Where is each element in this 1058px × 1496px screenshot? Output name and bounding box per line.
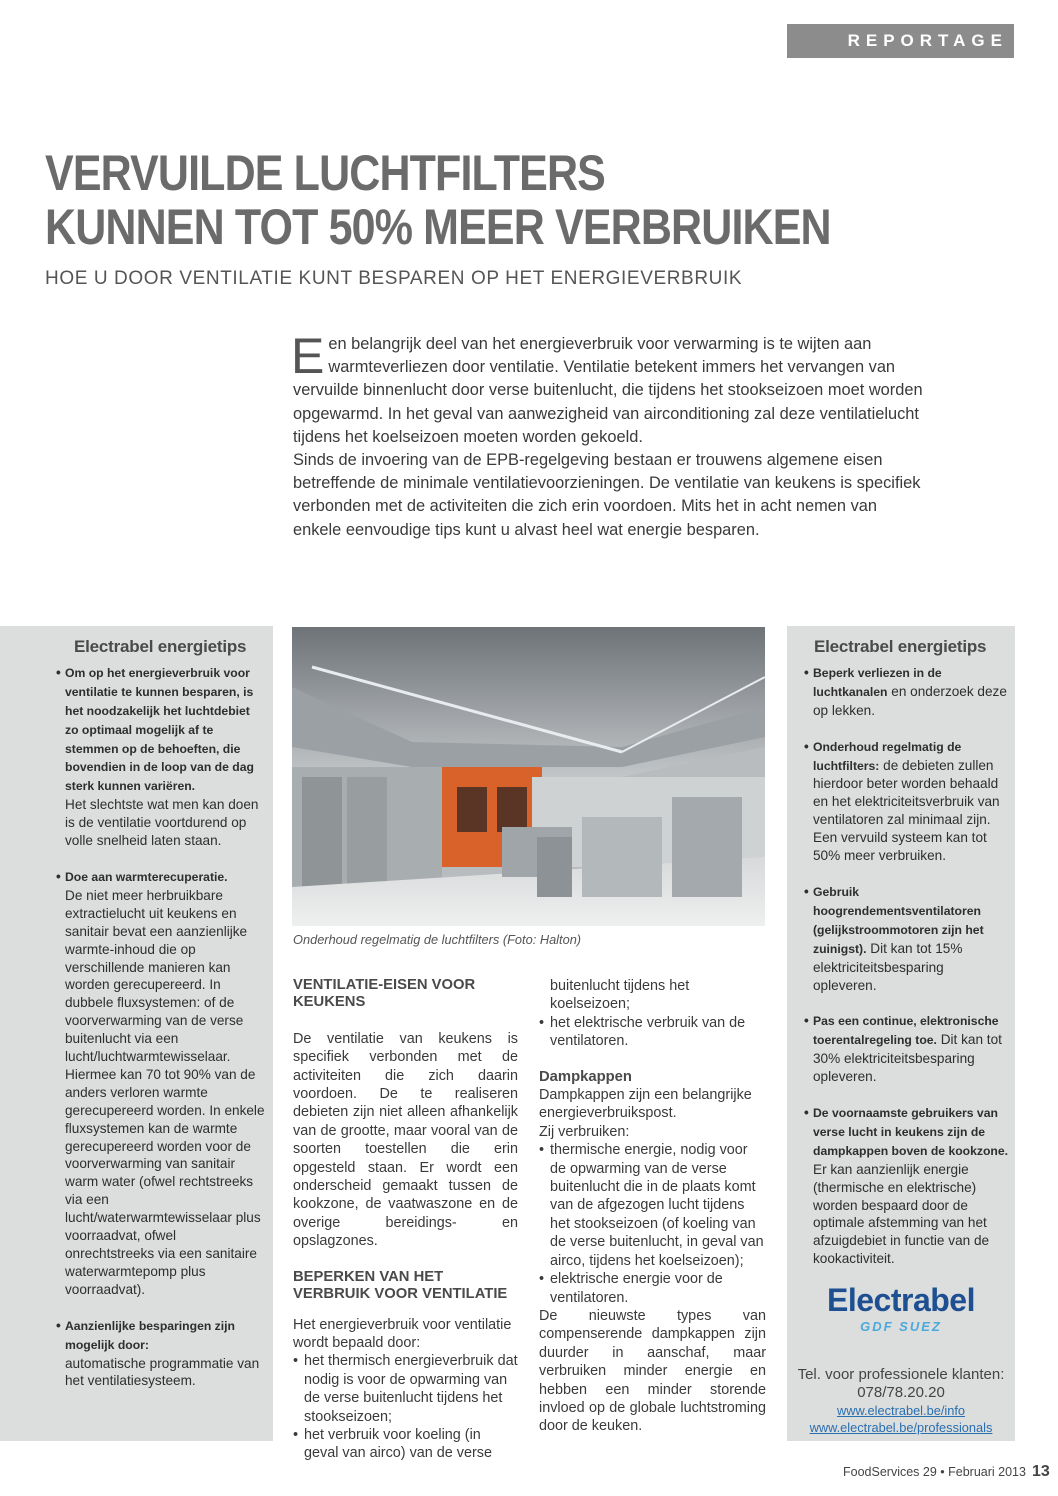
intro-paragraph-2: Sinds de invoering van de EPB-regelgeving bestaan er trouwens algemene eisen betreffende de minimale ventilatievoorzieningen. De ventilatie van keukens is specifiek verbonden met de activiteiten die zich erin voordoen. Mits het in acht nemen van enkele eenvoudige tips kunt u alvast heel wat energie besparen. <box>293 451 921 539</box>
tip-item <box>56 664 265 850</box>
tip-item <box>804 1104 1009 1268</box>
bullet-icon: • <box>293 1426 299 1443</box>
paragraph: De ventilatie van keukens is specifiek verbonden met de activiteiten die zich daarin voordoen. De te realiseren debieten zijn niet alleen afhankelijk van de grootte, maar vooral van de soorten toestellen die erin opgesteld staan. Er wordt een onderscheid gemaakt tussen de kookzone, de vaatwaszone en de overige bereidings- en opslagzones. <box>293 1030 518 1250</box>
link-professionals[interactable]: www.electrabel.be/professionals <box>809 1420 993 1435</box>
bullet-icon: • <box>804 1105 809 1121</box>
sidebar-left <box>0 626 273 1441</box>
tip-lead: Doe aan warmterecuperatie. <box>65 869 228 884</box>
tip-item <box>804 664 1009 720</box>
list-item: • het verbruik voor koeling (in geval van airco) van de verse <box>293 1426 492 1462</box>
tip-body: automatische programmatie van het ventilatiesysteem. <box>65 1355 260 1389</box>
bullet-icon: • <box>56 868 61 884</box>
tip-lead: Gebruik hoogrendementsventilatoren (gelijkstroommotoren zijn het zuinigst). <box>813 884 984 956</box>
paragraph: Dampkappen zijn een belangrijke energieverbruikspost. <box>539 1087 752 1122</box>
paragraph: De nieuwste types van compenserende dampkappen zijn duurder in aanschaf, maar verbruiken minder energie en hebben een minder storende invloed op de globale luchtstroming door de keuken. <box>539 1307 766 1435</box>
list-item: • thermische energie, nodig voor de opwarming van de verse buitenlucht die in de plaats komt van de afgezogen lucht tijdens het stookseizoen (of koeling van de verse buitenlucht, in geval van airco, tijdens het koelseizoen); <box>539 1142 764 1269</box>
bullet-icon: • <box>804 883 809 899</box>
tip-body: de debieten zullen hierdoor beter worden behaald en het elektriciteitsverbruik van ventilatoren zal minimaal zijn. Een vervuild systeem kan tot 50% meer verbruiken. <box>813 757 1000 864</box>
bullet-icon: • <box>804 664 809 680</box>
tip-lead: Onderhoud regelmatig de luchtfilters: <box>813 739 962 773</box>
sidebar-title: Electrabel energietips <box>814 637 987 656</box>
tip-lead: Om op het energieverbruik voor ventilatie te kunnen besparen, is het noodzakelijk het luchtdebiet zo optimaal mogelijk af te stemmen op de behoeften, die bovendien in de loop van de dag sterk kunnen variëren. <box>65 665 254 794</box>
page-number: 13 <box>1031 1463 1050 1480</box>
tip-item <box>56 868 265 1299</box>
article-column-b <box>539 977 766 1436</box>
tip-body: De niet meer herbruikbare extractielucht uit keukens en sanitair bevat een aanzienlijke warmte-inhoud die op verschillende manieren kan worden gerecupereerd. In dubbele fluxsystemen: of de voorverwarming van de verse buitenlucht via een lucht/luchtwarmtewisselaar. Hiermee kan 70 tot 90% van de anders verloren warmte gerecupereerd worden. In enkele fluxsystemen kan de warmte gerecupereerd worden voor de voorverwarming van sanitair warm water (ofwel rechtstreeks via een lucht/waterwarmtewisselaar plus voorraadvat, ofwel onrechtstreeks via een sanitaire waterwarmtepomp plus voorraadvat). <box>65 887 265 1297</box>
section-heading: VENTILATIE-EISEN VOOR KEUKENS <box>293 977 476 1011</box>
logo-subbrand: GDF SUEZ <box>860 1319 942 1334</box>
tip-lead: Pas een continue, elektronische toerentalregeling toe. <box>813 1014 999 1048</box>
tip-item <box>56 1317 265 1391</box>
contact-block <box>787 1366 1015 1436</box>
tip-body: Dit kan tot 15% elektriciteitsbesparing opleveren. <box>813 940 963 993</box>
bullet-icon: • <box>539 1014 545 1031</box>
drop-cap: E <box>291 328 325 384</box>
kitchen-photo <box>292 627 765 926</box>
tip-body: Het slechtste wat men kan doen is de ventilatie voortdurend op volle snelheid laten staan. <box>65 797 259 849</box>
bullet-icon: • <box>56 1317 61 1333</box>
tip-item <box>804 1012 1009 1086</box>
photo-caption: Onderhoud regelmatig de luchtfilters (Foto: Halton) <box>293 932 582 947</box>
list-item: • het thermisch energieverbruik dat nodig is voor de opwarming van de verse buitenlucht tijdens het stookseizoen; <box>293 1353 518 1425</box>
section-heading: Dampkappen <box>539 1068 632 1085</box>
paragraph: Het energieverbruik voor ventilatie wordt bepaald door: <box>293 1316 512 1351</box>
bullet-icon: • <box>804 738 809 754</box>
tip-lead: Beperk verliezen in de luchtkanalen <box>813 665 942 699</box>
section-heading: BEPERKEN VAN HET VERBRUIK VOOR VENTILATIE <box>293 1268 508 1303</box>
bullet-icon: • <box>56 664 61 680</box>
sidebar-title: Electrabel energietips <box>74 637 247 656</box>
publication-info: FoodServices 29 • Februari 2013 <box>843 1465 1026 1479</box>
headline-line-2: KUNNEN TOT 50% MEER VERBRUIKEN <box>45 199 831 255</box>
list-item: • elektrische energie voor de ventilatoren. <box>539 1271 723 1306</box>
contact-phone: 078/78.20.20 <box>857 1384 945 1401</box>
electrabel-logo <box>787 1282 1015 1334</box>
tip-body: Er kan aanzienlijk energie (thermische en elektrische) worden bespaard door de optimale afstemming van het afzuigdebiet in functie van de kookactiviteit. <box>813 1161 990 1267</box>
tip-lead: Aanzienlijke besparingen zijn mogelijk door: <box>65 1318 235 1352</box>
bullet-icon: • <box>293 1353 299 1370</box>
tip-lead: De voornaamste gebruikers van verse lucht in keukens zijn de dampkappen boven de kookzone. <box>813 1106 1009 1158</box>
list-item: • het elektrische verbruik van de ventilatoren. <box>539 1014 746 1050</box>
link-info[interactable]: www.electrabel.be/info <box>836 1403 966 1418</box>
tip-item <box>804 738 1009 865</box>
tip-body: Dit kan tot 30% elektriciteitsbesparing opleveren. <box>813 1032 1002 1085</box>
page-footer <box>843 1463 1050 1481</box>
intro-text <box>291 328 923 542</box>
bullet-icon: • <box>804 1013 809 1029</box>
subheadline: HOE U DOOR VENTILATIE KUNT BESPAREN OP HET ENERGIEVERBRUIK <box>45 268 743 289</box>
bullet-icon: • <box>539 1142 545 1159</box>
intro-paragraph-1: en belangrijk deel van het energieverbruik voor verwarming is te wijten aan warmteverliezen door ventilatie. Ventilatie betekent immers het vervangen van vervuilde binnenlucht door verse buitenlucht, die tijdens het stookseizoen moet worden opgewarmd. In het geval van aanwezigheid van airconditioning zal deze ventilatielucht tijdens het koelseizoen moeten worden gekoeld. <box>293 335 923 446</box>
paragraph: Zij verbruiken: <box>539 1123 630 1140</box>
headline <box>45 146 831 254</box>
tip-item <box>804 883 1009 994</box>
bullet-icon: • <box>539 1271 545 1288</box>
paragraph: buitenlucht tijdens het koelseizoen; <box>550 978 690 1013</box>
tip-body: en onderzoek deze op lekken. <box>813 683 1007 718</box>
logo-wordmark: Electrabel <box>827 1282 975 1318</box>
section-tag: REPORTAGE <box>787 24 1014 58</box>
article-column-a <box>293 977 518 1463</box>
contact-label: Tel. voor professionele klanten: <box>797 1366 1005 1383</box>
headline-line-1: VERVUILDE LUCHTFILTERS <box>45 145 606 201</box>
